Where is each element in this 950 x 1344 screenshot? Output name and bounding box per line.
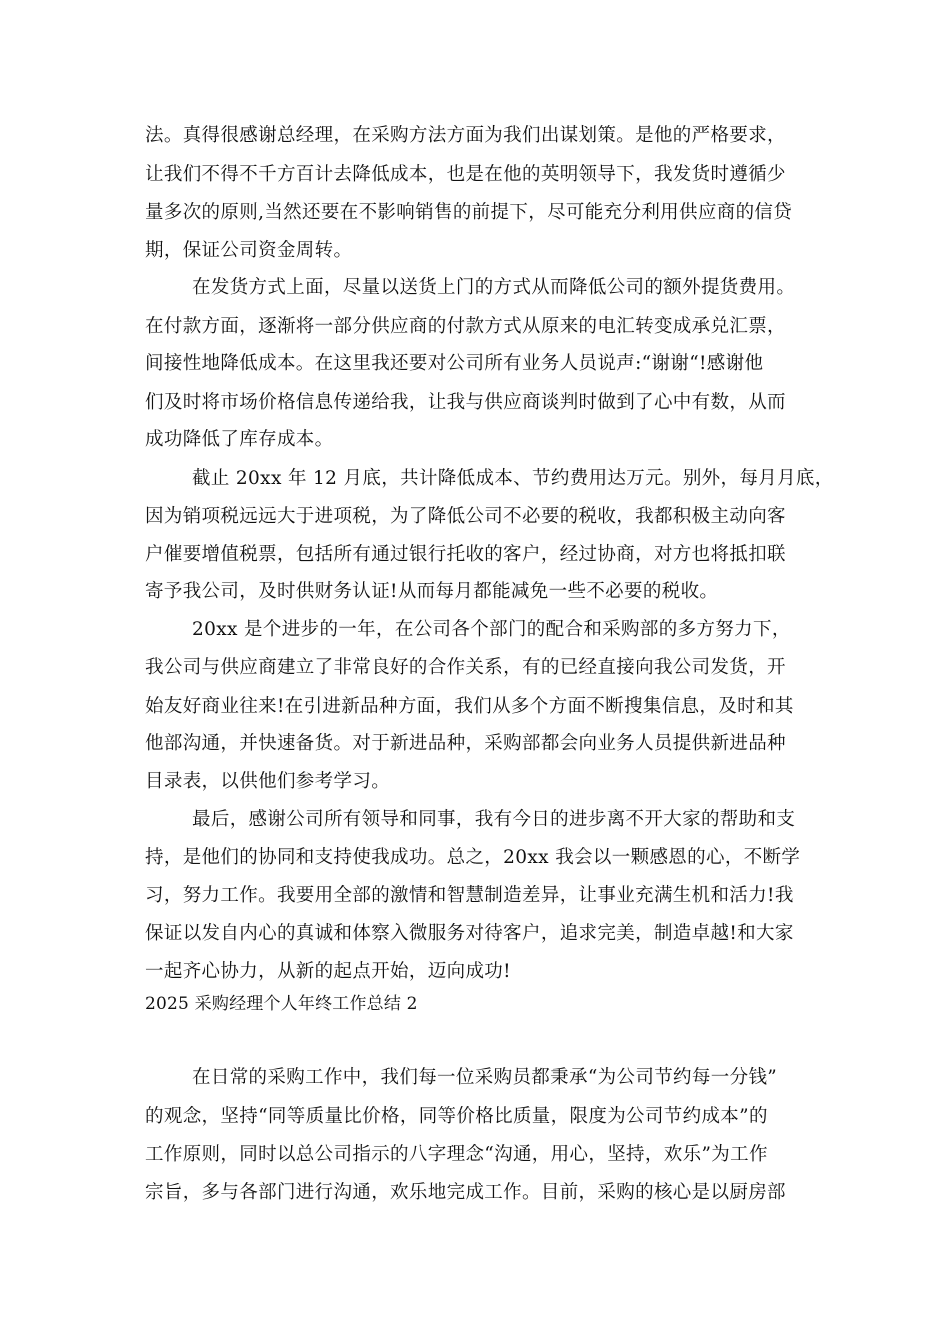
paragraph-2-line-3: 间接性地降低成本。在这里我还要对公司所有业务人员说声:“谢谢“!感谢他: [145, 353, 764, 374]
final-paragraph-line-2: 的观念，坚持“同等质量比价格，同等价格比质量，限度为公司节约成本”的: [145, 1106, 768, 1127]
section-title: 2025 采购经理个人年终工作总结 2: [145, 994, 418, 1014]
paragraph-5-line-2: 持，是他们的协同和支持使我成功。总之，20xx 我会以一颗感恩的心，不断学: [145, 847, 801, 868]
paragraph-5-line-3: 习，努力工作。我要用全部的激情和智慧制造差异，让事业充满生机和活力!我: [145, 885, 794, 906]
paragraph-3-line-3: 户催要增值税票，包括所有通过银行托收的客户，经过协商，对方也将抵扣联: [145, 544, 786, 565]
paragraph-2-line-4: 们及时将市场价格信息传递给我，让我与供应商谈判时做到了心中有数，从而: [145, 392, 786, 413]
paragraph-1-line-1: 法。真得很感谢总经理，在采购方法方面为我们出谋划策。是他的严格要求，: [145, 125, 786, 146]
paragraph-1-line-2: 让我们不得不千方百计去降低成本，也是在他的英明领导下，我发货时遵循少: [145, 164, 786, 185]
final-paragraph-line-1: 在日常的采购工作中，我们每一位采购员都秉承“为公司节约每一分钱”: [192, 1067, 778, 1088]
final-paragraph-line-4: 宗旨，多与各部门进行沟通，欢乐地完成工作。目前，采购的核心是以厨房部: [145, 1182, 786, 1203]
paragraph-2-line-5: 成功降低了库存成本。: [145, 429, 334, 450]
paragraph-2-line-2: 在付款方面，逐渐将一部分供应商的付款方式从原来的电汇转变成承兑汇票，: [145, 316, 786, 337]
paragraph-5-line-5: 一起齐心协力，从新的起点开始，迈向成功!: [145, 961, 511, 982]
paragraph-1-line-4: 期，保证公司资金周转。: [145, 240, 353, 261]
paragraph-2-line-1: 在发货方式上面，尽量以送货上门的方式从而降低公司的额外提货费用。: [192, 277, 796, 298]
paragraph-5-line-1: 最后，感谢公司所有领导和同事，我有今日的进步离不开大家的帮助和支: [192, 809, 796, 830]
paragraph-4-line-5: 目录表，以供他们参考学习。: [145, 771, 391, 792]
paragraph-1-line-3: 量多次的原则,当然还要在不影响销售的前提下，尽可能充分利用供应商的信贷: [145, 202, 793, 223]
final-paragraph-line-3: 工作原则，同时以总公司指示的八字理念“沟通，用心，坚持，欢乐”为工作: [145, 1144, 768, 1165]
paragraph-4-line-2: 我公司与供应商建立了非常良好的合作关系，有的已经直接向我公司发货，开: [145, 657, 786, 678]
paragraph-3-line-1: 截止 20xx 年 12 月底，共计降低成本、节约费用达万元。别外，每月月底，: [192, 468, 834, 489]
paragraph-3-line-4: 寄予我公司，及时供财务认证!从而每月都能减免一些不必要的税收。: [145, 581, 719, 602]
paragraph-3-line-2: 因为销项税远远大于进项税，为了降低公司不必要的税收，我都积极主动向客: [145, 506, 786, 527]
paragraph-5-line-4: 保证以发自内心的真诚和体察入微服务对待客户，追求完美，制造卓越!和大家: [145, 923, 794, 944]
paragraph-4-line-1: 20xx 是个进步的一年，在公司各个部门的配合和采购部的多方努力下，: [192, 619, 791, 640]
paragraph-4-line-3: 始友好商业往来!在引进新品种方面，我们从多个方面不断搜集信息，及时和其: [145, 696, 794, 717]
paragraph-4-line-4: 他部沟通，并快速备货。对于新进品种，采购部都会向业务人员提供新进品种: [145, 733, 786, 754]
